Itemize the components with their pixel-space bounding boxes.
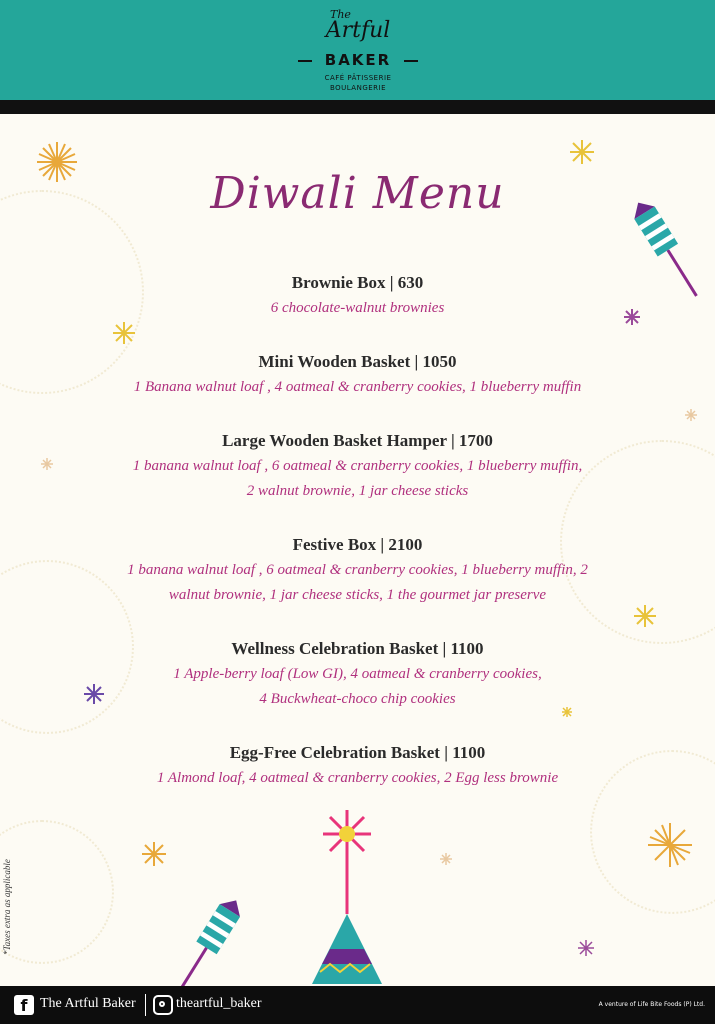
- menu-item: [60, 428, 655, 504]
- menu-item-name: Brownie Box | 630: [291, 273, 424, 292]
- sparkle-icon: [578, 940, 594, 956]
- sparkle-icon: [142, 842, 166, 866]
- sparkle-icon: [440, 853, 452, 865]
- taxes-note: *Taxes extra as applicable: [2, 859, 12, 955]
- sparkle-icon: [41, 458, 53, 470]
- menu-list: [60, 270, 655, 791]
- logo-baker: BAKER: [324, 51, 392, 69]
- header-divider: [0, 100, 715, 114]
- logo-artful: Artful: [325, 18, 391, 43]
- menu-item: [60, 349, 655, 400]
- menu-item: [60, 532, 655, 608]
- menu-item-description: walnut brownie, 1 jar cheese sticks, 1 the gourmet jar preserve: [168, 587, 547, 603]
- logo-subtitle-2: BOULANGERIE: [329, 84, 387, 92]
- flower-pot-cracker-icon: [312, 810, 382, 984]
- menu-item-description: 2 walnut brownie, 1 jar cheese sticks: [246, 483, 469, 499]
- rocket-icon: [169, 894, 247, 986]
- menu-item-description: 1 Banana walnut loaf , 4 oatmeal & cranberry cookies, 1 blueberry muffin: [133, 379, 582, 395]
- header-banner: [0, 0, 715, 100]
- facebook-label[interactable]: The Artful Baker: [40, 996, 136, 1011]
- logo-subtitle-1: CAFÉ PÂTISSERIE: [324, 74, 392, 82]
- sparkle-icon: [570, 140, 594, 164]
- logo-rule-right: [404, 60, 418, 62]
- menu-item-name: Large Wooden Basket Hamper | 1700: [222, 431, 493, 450]
- menu-item-description: 1 Apple-berry loaf (Low GI), 4 oatmeal & cranberry cookies,: [173, 666, 542, 682]
- facebook-icon[interactable]: f: [14, 995, 34, 1015]
- menu-item-description: 1 Almond loaf, 4 oatmeal & cranberry cookies, 2 Egg less brownie: [156, 770, 559, 786]
- menu-item-description: 1 banana walnut loaf , 6 oatmeal & cranberry cookies, 1 blueberry muffin, 2: [127, 562, 588, 578]
- menu-item-description: 4 Buckwheat-choco chip cookies: [259, 691, 456, 707]
- menu-item-name: Egg-Free Celebration Basket | 1100: [229, 743, 486, 762]
- menu-item-description: 6 chocolate-walnut brownies: [270, 300, 445, 316]
- menu-item-description: 1 banana walnut loaf , 6 oatmeal & cranberry cookies, 1 blueberry muffin,: [132, 458, 583, 474]
- footer: [0, 986, 715, 1024]
- logo-the: The: [330, 8, 351, 21]
- footer-divider: [145, 994, 146, 1016]
- menu-title: Diwali Menu: [210, 168, 505, 219]
- sparkle-icon: [648, 823, 692, 867]
- venture-note: A venture of Life Bite Foods (P) Ltd.: [598, 1001, 705, 1008]
- instagram-label[interactable]: theartful_baker: [176, 996, 262, 1011]
- menu-item: [60, 636, 655, 712]
- menu-item-name: Wellness Celebration Basket | 1100: [231, 639, 484, 658]
- logo: [290, 6, 426, 96]
- instagram-icon[interactable]: [153, 995, 173, 1015]
- sparkle-icon: [685, 409, 697, 421]
- menu-item: [60, 740, 655, 791]
- menu-item-name: Festive Box | 2100: [292, 535, 423, 554]
- menu-item-name: Mini Wooden Basket | 1050: [258, 352, 457, 371]
- menu-item: [60, 270, 655, 321]
